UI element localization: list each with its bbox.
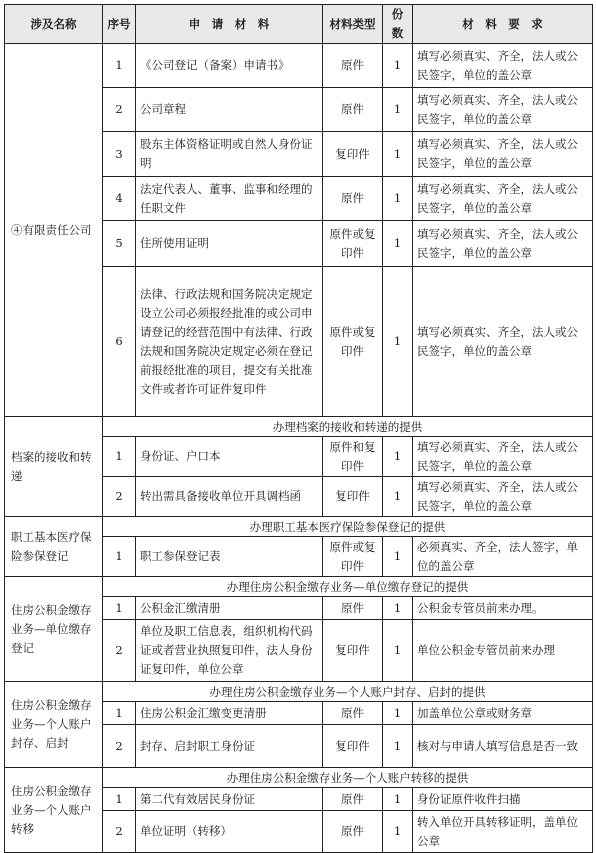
section-subtitle: 办理住房公积金缴存业务—单位缴存登记的提供 bbox=[103, 577, 593, 597]
row-type: 复印件 bbox=[323, 477, 383, 517]
section-subtitle: 办理档案的接收和转递的提供 bbox=[103, 417, 593, 437]
header-count: 份数 bbox=[383, 5, 413, 44]
row-requirement: 填写必须真实、齐全，法人或公民签字，单位的盖公章 bbox=[413, 88, 593, 132]
row-no: 3 bbox=[103, 132, 136, 177]
row-no: 2 bbox=[103, 88, 136, 132]
row-count: 1 bbox=[383, 537, 413, 577]
row-no: 2 bbox=[103, 725, 136, 768]
group-name: ④有限责任公司 bbox=[5, 44, 103, 417]
row-count: 1 bbox=[383, 132, 413, 177]
row-material: 封存、启封职工身份证 bbox=[136, 725, 323, 768]
header-material: 申 请 材 料 bbox=[136, 5, 323, 44]
row-type: 原件 bbox=[323, 44, 383, 88]
row-type: 复印件 bbox=[323, 132, 383, 177]
row-no: 6 bbox=[103, 267, 136, 417]
header-row bbox=[5, 5, 593, 44]
row-no: 1 bbox=[103, 537, 136, 577]
row-requirement: 填写必须真实、齐全，法人或公民签字，单位的盖公章 bbox=[413, 44, 593, 88]
row-count: 1 bbox=[383, 88, 413, 132]
row-material: 住房公积金汇缴变更清册 bbox=[136, 702, 323, 725]
section-row bbox=[5, 517, 593, 537]
header-name: 涉及名称 bbox=[5, 5, 103, 44]
row-type: 复印件 bbox=[323, 620, 383, 682]
row-count: 1 bbox=[383, 702, 413, 725]
section-subtitle: 办理住房公积金缴存业务—个人账户转移的提供 bbox=[103, 768, 593, 788]
section-row bbox=[5, 768, 593, 788]
row-requirement: 必须真实、齐全，法人签字，单位的盖公章 bbox=[413, 537, 593, 577]
row-count: 1 bbox=[383, 437, 413, 477]
row-requirement: 转入单位开具转移证明，盖单位公章 bbox=[413, 811, 593, 853]
group-name: 职工基本医疗保险参保登记 bbox=[5, 517, 103, 577]
row-material: 公积金汇缴清册 bbox=[136, 597, 323, 620]
group-name: 住房公积金缴存业务—个人账户封存、启封 bbox=[5, 682, 103, 768]
row-material: 单位证明（转移） bbox=[136, 811, 323, 853]
header-type: 材料类型 bbox=[323, 5, 383, 44]
row-count: 1 bbox=[383, 477, 413, 517]
row-type: 原件 bbox=[323, 88, 383, 132]
row-material: 法律、行政法规和国务院决定规定设立公司必须报经批准的或公司申请登记的经营范围中有法律、行政法规和国务院决定规定必须在登记前报经批准的项目，提交有关批准文件或者许可证件复印件 bbox=[136, 267, 323, 417]
row-material: 职工参保登记表 bbox=[136, 537, 323, 577]
row-type: 复印件 bbox=[323, 725, 383, 768]
section-subtitle: 办理住房公积金缴存业务—个人账户封存、启封的提供 bbox=[103, 682, 593, 702]
row-requirement: 公积金专管员前来办理。 bbox=[413, 597, 593, 620]
group-name: 住房公积金缴存业务—单位缴存登记 bbox=[5, 577, 103, 682]
row-material: 住所使用证明 bbox=[136, 221, 323, 267]
row-requirement: 身份证原件收件扫描 bbox=[413, 788, 593, 811]
row-material: 法定代表人、董事、监事和经理的任职文件 bbox=[136, 177, 323, 221]
section-row bbox=[5, 417, 593, 437]
header-requirement: 材 料 要 求 bbox=[413, 5, 593, 44]
row-requirement: 加盖单位公章或财务章 bbox=[413, 702, 593, 725]
section-row bbox=[5, 682, 593, 702]
row-count: 1 bbox=[383, 811, 413, 853]
row-requirement: 填写必须真实、齐全，法人或公民签字，单位的盖公章 bbox=[413, 477, 593, 517]
section-subtitle: 办理职工基本医疗保险参保登记的提供 bbox=[103, 517, 593, 537]
row-requirement: 核对与申请人填写信息是否一致 bbox=[413, 725, 593, 768]
row-requirement: 填写必须真实、齐全，法人或公民签字，单位的盖公章 bbox=[413, 267, 593, 417]
row-material: 转出需具备接收单位开具调档函 bbox=[136, 477, 323, 517]
row-requirement: 填写必须真实、齐全，法人或公民签字，单位的盖公章 bbox=[413, 437, 593, 477]
row-no: 1 bbox=[103, 788, 136, 811]
row-material: 公司章程 bbox=[136, 88, 323, 132]
row-type: 原件 bbox=[323, 597, 383, 620]
row-requirement: 单位公积金专管员前来办理 bbox=[413, 620, 593, 682]
row-requirement: 填写必须真实、齐全，法人或公民签字，单位的盖公章 bbox=[413, 132, 593, 177]
row-type: 原件 bbox=[323, 702, 383, 725]
row-count: 1 bbox=[383, 725, 413, 768]
row-material: 《公司登记（备案）申请书》 bbox=[136, 44, 323, 88]
row-no: 2 bbox=[103, 477, 136, 517]
row-no: 5 bbox=[103, 221, 136, 267]
row-count: 1 bbox=[383, 788, 413, 811]
row-type: 原件 bbox=[323, 177, 383, 221]
row-count: 1 bbox=[383, 620, 413, 682]
row-requirement: 填写必须真实、齐全，法人或公民签字，单位的盖公章 bbox=[413, 177, 593, 221]
materials-table bbox=[4, 4, 593, 853]
row-no: 1 bbox=[103, 44, 136, 88]
row-type: 原件或复印件 bbox=[323, 537, 383, 577]
header-no: 序号 bbox=[103, 5, 136, 44]
row-material: 股东主体资格证明或自然人身份证明 bbox=[136, 132, 323, 177]
row-no: 4 bbox=[103, 177, 136, 221]
row-type: 原件 bbox=[323, 811, 383, 853]
row-material: 身份证、户口本 bbox=[136, 437, 323, 477]
row-no: 1 bbox=[103, 702, 136, 725]
row-requirement: 填写必须真实、齐全，法人或公民签字，单位的盖公章 bbox=[413, 221, 593, 267]
row-count: 1 bbox=[383, 44, 413, 88]
row-no: 2 bbox=[103, 620, 136, 682]
row-no: 1 bbox=[103, 597, 136, 620]
row-count: 1 bbox=[383, 177, 413, 221]
row-count: 1 bbox=[383, 221, 413, 267]
row-count: 1 bbox=[383, 267, 413, 417]
group-name: 档案的接收和转递 bbox=[5, 417, 103, 517]
row-type: 原件 bbox=[323, 788, 383, 811]
group-name: 住房公积金缴存业务—个人账户转移 bbox=[5, 768, 103, 853]
row-count: 1 bbox=[383, 597, 413, 620]
row-type: 原件或复印件 bbox=[323, 267, 383, 417]
row-type: 原件和复印件 bbox=[323, 437, 383, 477]
row-type: 原件或复印件 bbox=[323, 221, 383, 267]
section-row bbox=[5, 577, 593, 597]
row-material: 第二代有效居民身份证 bbox=[136, 788, 323, 811]
row-no: 2 bbox=[103, 811, 136, 853]
table-row bbox=[5, 44, 593, 88]
row-material: 单位及职工信息表，组织机构代码证或者营业执照复印件，法人身份证复印件，单位公章 bbox=[136, 620, 323, 682]
row-no: 1 bbox=[103, 437, 136, 477]
